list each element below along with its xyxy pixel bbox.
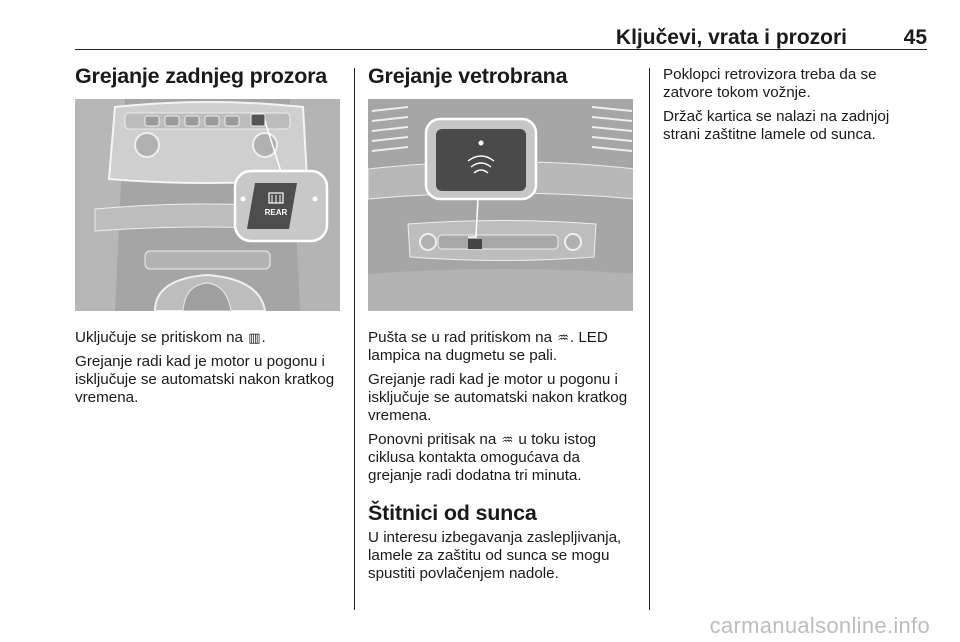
mirror-covers-note: Poklopci retrovizora treba da se zatvore tokom vožnje. <box>663 66 877 101</box>
section-heading-sun-visors: Štitnici od sunca <box>368 501 537 525</box>
column-divider-left <box>354 68 355 610</box>
rear-button-label: REAR <box>264 208 288 217</box>
column-1 <box>75 62 340 413</box>
windscreen-heating-icon-2: ♒ <box>501 432 514 447</box>
page-header <box>75 22 927 52</box>
windscreen-heating-icon: ♒ <box>557 330 569 345</box>
rear-window-description: Grejanje radi kad je motor u pogonu i isključuje se automatski nakon kratkog vremena. <box>75 353 335 406</box>
card-holder-note: Držač kartica se nalazi na zadnjoj strani zaštitne lamele od sunca. <box>663 108 890 143</box>
sun-visors-description: U interesu izbegavanja zaslepljivanja, lamele za zaštitu od sunca se mogu spustiti povlačenjem nadole. <box>368 529 622 582</box>
windscreen-heating-illustration <box>368 99 633 311</box>
column-2 <box>368 62 636 589</box>
windscreen-description: Grejanje radi kad je motor u pogonu i isključuje se automatski nakon kratkog vremena. <box>368 371 628 424</box>
column-3 <box>663 66 928 150</box>
windscreen-console-drawing <box>368 99 633 311</box>
windscreen-instruction: Pušta se u rad pritiskom na ♒. LED lampica na dugmetu se pali. <box>368 329 608 364</box>
header-rule <box>75 49 927 50</box>
section-heading-rear-window: Grejanje zadnjeg prozora <box>75 64 328 88</box>
rear-window-instruction: Uključuje se pritiskom na ▥. <box>75 329 266 346</box>
header-title: Ključevi, vrata i prozori <box>615 26 847 49</box>
rear-window-heating-icon: ▥ <box>248 330 261 345</box>
rear-console-drawing <box>75 99 340 311</box>
column-divider-right <box>649 68 650 610</box>
page-number: 45 <box>903 26 927 49</box>
windscreen-repeat-instruction: Ponovni pritisak na ♒ u toku istog ciklusa kontakta omogućava da grejanje radi dodatna tri minuta. <box>368 431 597 484</box>
section-heading-windscreen: Grejanje vetrobrana <box>368 64 568 88</box>
rear-window-heating-illustration <box>75 99 340 311</box>
watermark: carmanualsonline.info <box>709 613 930 638</box>
